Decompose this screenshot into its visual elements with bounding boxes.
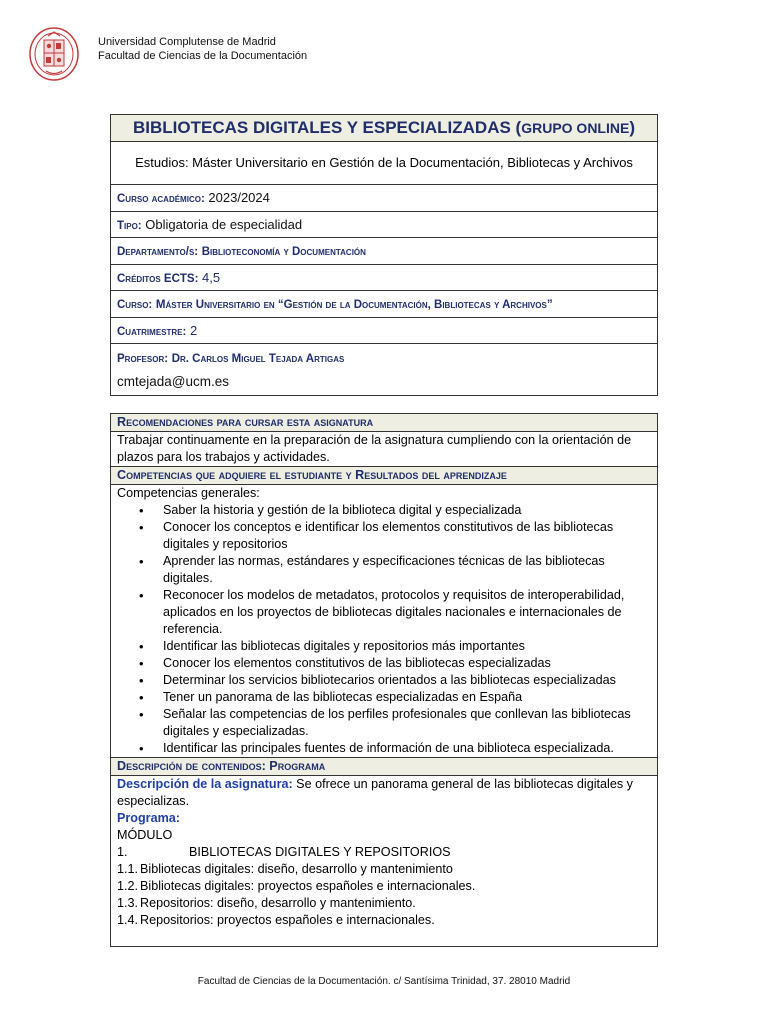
list-item: • Aprender las normas, estándares y especificaciones técnicas de las bibliotecas digitales. (117, 553, 651, 587)
course-content-table (110, 413, 658, 947)
course-title: BIBLIOTECAS DIGITALES Y ESPECIALIZADAS ( (133, 118, 522, 137)
list-item: • Reconocer los modelos de metadatos, protocolos y requisitos de interoperabilidad, aplicados en los proyectos de bibliotecas digitales nacionales e internacionales de referencia. (117, 587, 651, 638)
creditos-row (111, 264, 658, 291)
competencias-list (117, 502, 651, 757)
tipo-row (111, 211, 658, 238)
faculty-name: Facultad de Ciencias de la Documentación (98, 50, 308, 62)
curso-row (111, 291, 658, 318)
list-item: • Determinar los servicios bibliotecarios orientados a las bibliotecas especializadas (117, 672, 651, 689)
competencias-heading-row (111, 467, 658, 485)
recomendaciones-text: Trabajar continuamente en la preparación de la asignatura cumpliendo con la orientación de plazos para los trabajos y actividades. (111, 432, 658, 467)
competencias-intro: Competencias generales: (117, 486, 260, 500)
item-number: 1.2. (117, 879, 139, 893)
descripcion-label: Descripción de la asignatura: (117, 777, 293, 791)
modulo-title: BIBLIOTECAS DIGITALES Y REPOSITORIOS (189, 845, 451, 859)
creditos-label: Créditos ECTS: (117, 272, 199, 285)
list-item: • Tener un panorama de las bibliotecas especializadas en España (117, 689, 651, 706)
list-item: • Saber la historia y gestión de la biblioteca digital y especializada (117, 502, 651, 519)
cuatrimestre-label: Cuatrimestre: (117, 325, 187, 338)
departamento-row (111, 238, 658, 265)
curso-academico-value: 2023/2024 (208, 190, 270, 206)
list-item (117, 861, 651, 878)
list-item (117, 878, 651, 895)
item-text: Repositorios: diseño, desarrollo y mantenimiento. (140, 896, 416, 910)
item-number: 1.1. (117, 862, 139, 876)
tipo-value: Obligatoria de especialidad (145, 216, 303, 232)
contenidos-heading-row (111, 758, 658, 776)
tipo-label: Tipo: (117, 219, 142, 232)
item-text: Repositorios: proyectos españoles e internacionales. (140, 913, 435, 927)
cuatrimestre-row (111, 317, 658, 344)
profesor-label: Profesor: (117, 353, 169, 365)
university-name: Universidad Complutense de Madrid (98, 36, 276, 48)
recomendaciones-heading-row (111, 414, 658, 432)
competencias-heading: Competencias que adquiere el estudiante y Resultados del aprendizaje (111, 467, 658, 485)
curso-academico-label: Curso académico: (117, 193, 205, 206)
curso-label: Curso: (117, 299, 153, 312)
cuatrimestre-value: 2 (189, 322, 198, 338)
list-item (117, 895, 651, 912)
creditos-value: 4,5 (202, 269, 221, 285)
departamento-label: Departamento/s: (117, 246, 199, 259)
list-item: • Identificar las bibliotecas digitales y repositorios más importantes (117, 638, 651, 655)
competencias-body-row (111, 485, 658, 758)
contenidos-body-row (111, 776, 658, 947)
list-item: • Identificar las principales fuentes de información de una biblioteca especializada. (117, 740, 651, 757)
curso-academico-row (111, 185, 658, 212)
page-header (28, 26, 307, 82)
item-text: Bibliotecas digitales: proyectos españoles e internacionales. (140, 879, 476, 893)
profesor-email[interactable]: cmtejada@ucm.es (117, 374, 229, 389)
departamento-value: Biblioteconomía y Documentación (201, 246, 366, 259)
page-footer: Facultad de Ciencias de la Documentación. c/ Santísima Trinidad, 37. 28010 Madrid (197, 976, 571, 987)
list-item: • Conocer los conceptos e identificar los elementos constitutivos de las bibliotecas digitales y repositorios (117, 519, 651, 553)
course-info-table (110, 114, 658, 396)
contenidos-heading: Descripción de contenidos: Programa (111, 758, 658, 776)
item-text: Bibliotecas digitales: diseño, desarrollo y mantenimiento (140, 862, 453, 876)
modulo-heading (117, 827, 651, 861)
descripcion-paragraph (117, 776, 651, 810)
course-title-row (111, 115, 658, 142)
list-item: • Conocer los elementos constitutivos de las bibliotecas especializadas (117, 655, 651, 672)
recomendaciones-body-row (111, 432, 658, 467)
estudios-text: Estudios: Máster Universitario en Gestión de la Documentación, Bibliotecas y Archivos (111, 142, 658, 185)
recomendaciones-heading: Recomendaciones para cursar esta asignatura (111, 414, 658, 432)
curso-value: Máster Universitario en “Gestión de la Documentación, Bibliotecas y Archivos” (155, 299, 553, 312)
profesor-value: Dr. Carlos Miguel Tejada Artigas (171, 353, 345, 365)
profesor-row (111, 344, 658, 396)
estudios-row (111, 142, 658, 185)
course-group: GRUPO ONLINE (521, 120, 630, 136)
programa-label: Programa: (117, 811, 180, 825)
list-item (117, 912, 651, 929)
descripcion-text: Se ofrece un panorama general de las bibliotecas digitales y especializas. (117, 777, 633, 808)
item-number: 1.4. (117, 913, 139, 927)
modulo-number: MÓDULO 1. (117, 828, 173, 859)
header-text (98, 35, 307, 63)
item-number: 1.3. (117, 896, 139, 910)
university-seal-icon (28, 26, 80, 82)
course-title-close: ) (629, 118, 635, 137)
list-item: • Señalar las competencias de los perfiles profesionales que conllevan las bibliotecas digitales y especializadas. (117, 706, 651, 740)
